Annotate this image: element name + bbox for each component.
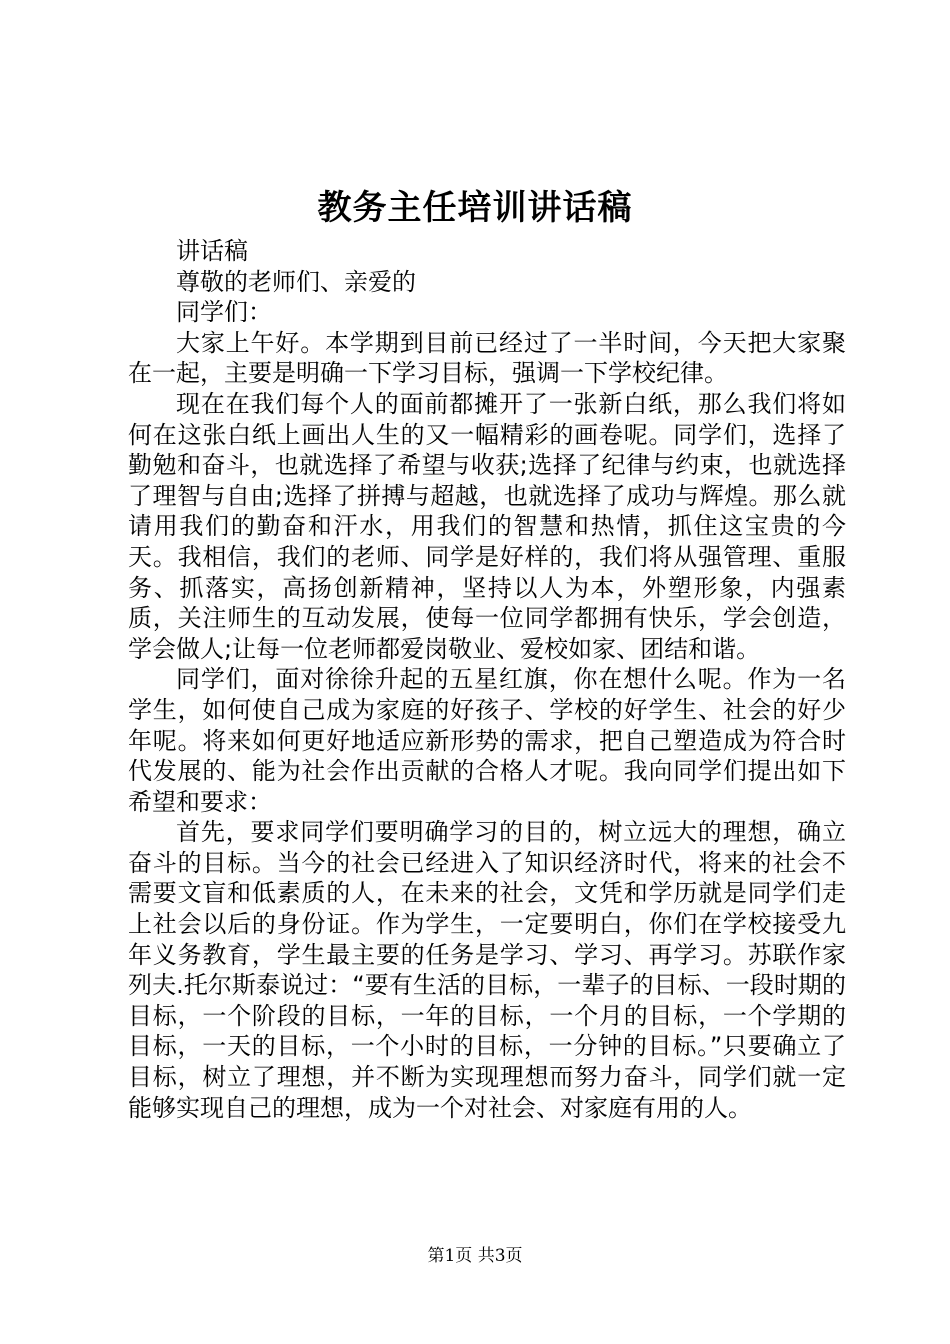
document-body (128, 236, 846, 1123)
paragraph-salutation-continued: 同学们： (176, 298, 272, 327)
paragraph-body: 现在在我们每个人的面前都摊开了一张新白纸，那么我们将如何在这张白纸上画出人生的又一幅精彩的画卷呢。同学们，选择了勤勉和奋斗，也就选择了希望与收获;选择了纪律与约束，也就选择了理智与自由;选择了拼搏与超越，也就选择了成功与辉煌。那么就请用我们的勤奋和汗水，用我们的智慧和热情，抓住这宝贵的今天。我相信，我们的老师、同学是好样的，我们将从强管理、重服务、抓落实，高扬创新精神，坚持以人为本，外塑形象，内强素质，关注师生的互动发展，使每一位同学都拥有快乐，学会创造，学会做人;让每一位老师都爱岗敬业、爱校如家、团结和谐。 (128, 389, 846, 663)
paragraph-body: 同学们，面对徐徐升起的五星红旗，你在想什么呢。作为一名学生，如何使自己成为家庭的好孩子、学校的好学生、社会的好少年呢。将来如何更好地适应新形势的需求，把自己塑造成为符合时代发展的、能为社会作出贡献的合格人才呢。我向同学们提出如下希望和要求： (128, 665, 846, 816)
page-footer: 第1页 共3页 (427, 1246, 523, 1266)
paragraph-salutation: 尊敬的老师们、亲爱的 (176, 267, 416, 296)
paragraph-body: 首先，要求同学们要明确学习的目的，树立远大的理想，确立奋斗的目标。当今的社会已经进入了知识经济时代，将来的社会不需要文盲和低素质的人，在未来的社会，文凭和学历就是同学们走上社会以后的身份证。作为学生，一定要明白，你们在学校接受九年义务教育，学生最主要的任务是学习、学习、再学习。苏联作家列夫.托尔斯泰说过：“要有生活的目标，一辈子的目标、一段时期的目标，一个阶段的目标，一年的目标，一个月的目标，一个学期的目标，一天的目标，一个小时的目标，一分钟的目标。”只要确立了目标，树立了理想，并不断为实现理想而努力奋斗，同学们就一定能够实现自己的理想，成为一个对社会、对家庭有用的人。 (128, 818, 846, 1122)
document-title: 教务主任培训讲话稿 (317, 188, 633, 228)
paragraph-heading: 讲话稿 (176, 237, 248, 265)
paragraph-greeting: 大家上午好。本学期到目前已经过了一半时间，今天把大家聚在一起，主要是明确一下学习目标，强调一下学校纪律。 (128, 328, 846, 388)
